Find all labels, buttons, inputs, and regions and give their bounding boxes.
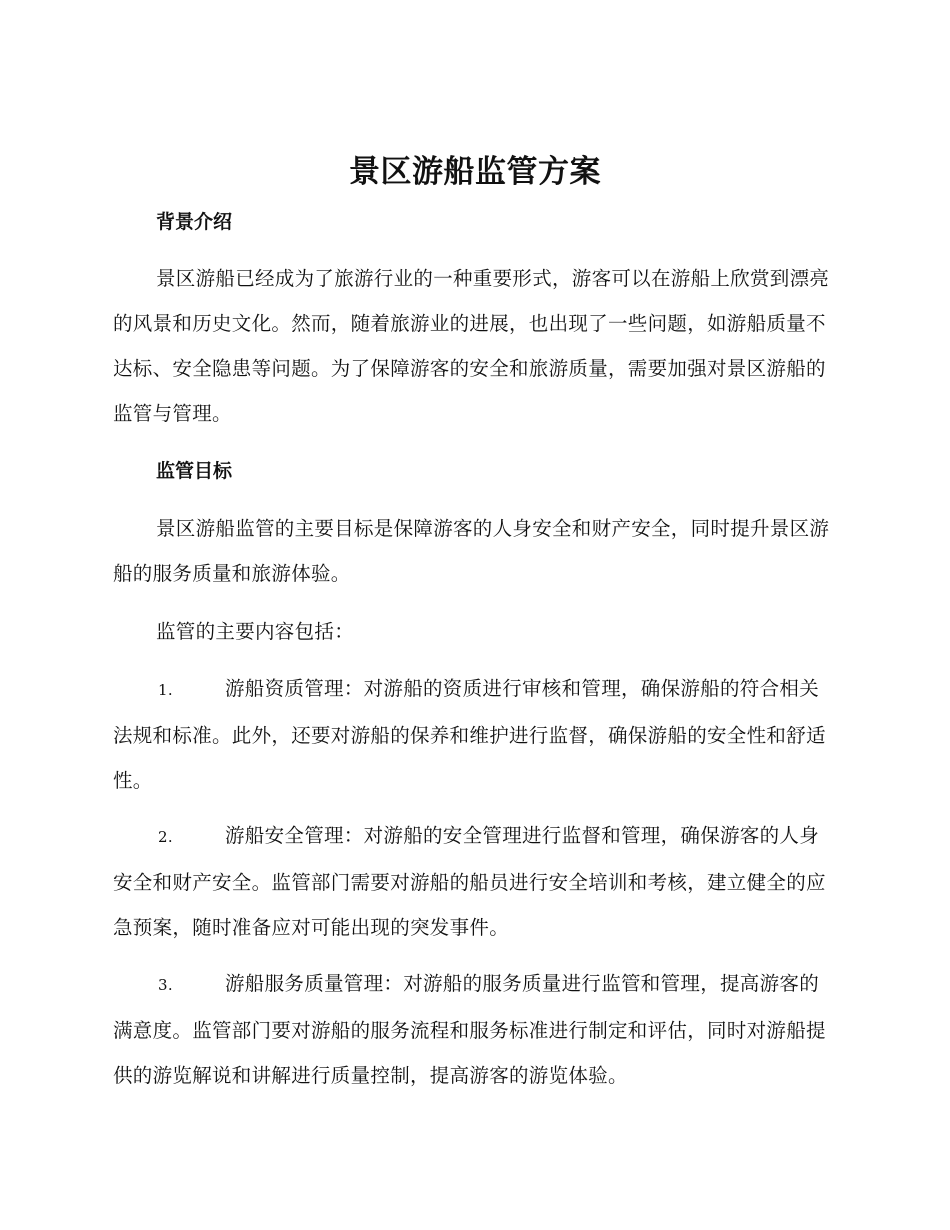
list-item-number: 1.	[158, 681, 173, 699]
goals-paragraph: 景区游船监管的主要目标是保障游客的人身安全和财产安全，同时提升景区游船的服务质量和旅游体验。	[113, 517, 830, 585]
document-title: 景区游船监管方案	[349, 154, 601, 190]
list-item-number: 2.	[158, 828, 173, 846]
content-intro-paragraph: 监管的主要内容包括：	[156, 620, 355, 643]
list-item-number: 3.	[158, 976, 173, 994]
list-item	[113, 666, 837, 803]
list-item	[113, 961, 837, 1098]
background-paragraph: 景区游船已经成为了旅游行业的一种重要形式，游客可以在游船上欣赏到漂亮的风景和历史文化。然而，随着旅游业的进展，也出现了一些问题，如游船质量不达标、安全隐患等问题。为了保障游客的安全和旅游质量，需要加强对景区游船的监管与管理。	[113, 267, 830, 425]
list-item	[113, 813, 837, 950]
section-heading-goals: 监管目标	[156, 460, 233, 482]
section-heading-background: 背景介绍	[156, 211, 233, 233]
list-item-text: 游船服务质量管理：对游船的服务质量进行监管和管理，提高游客的满意度。监管部门要对游船的服务流程和服务标准进行制定和评估，同时对游船提供的游览解说和讲解进行质量控制，提高游客的游览体验。	[113, 972, 826, 1087]
list-item-text: 游船安全管理：对游船的安全管理进行监督和管理，确保游客的人身安全和财产安全。监管部门需要对游船的船员进行安全培训和考核，建立健全的应急预案，随时准备应对可能出现的突发事件。	[113, 824, 826, 939]
list-item-text: 游船资质管理：对游船的资质进行审核和管理，确保游船的符合相关法规和标准。此外，还要对游船的保养和维护进行监督，确保游船的安全性和舒适性。	[113, 677, 826, 792]
